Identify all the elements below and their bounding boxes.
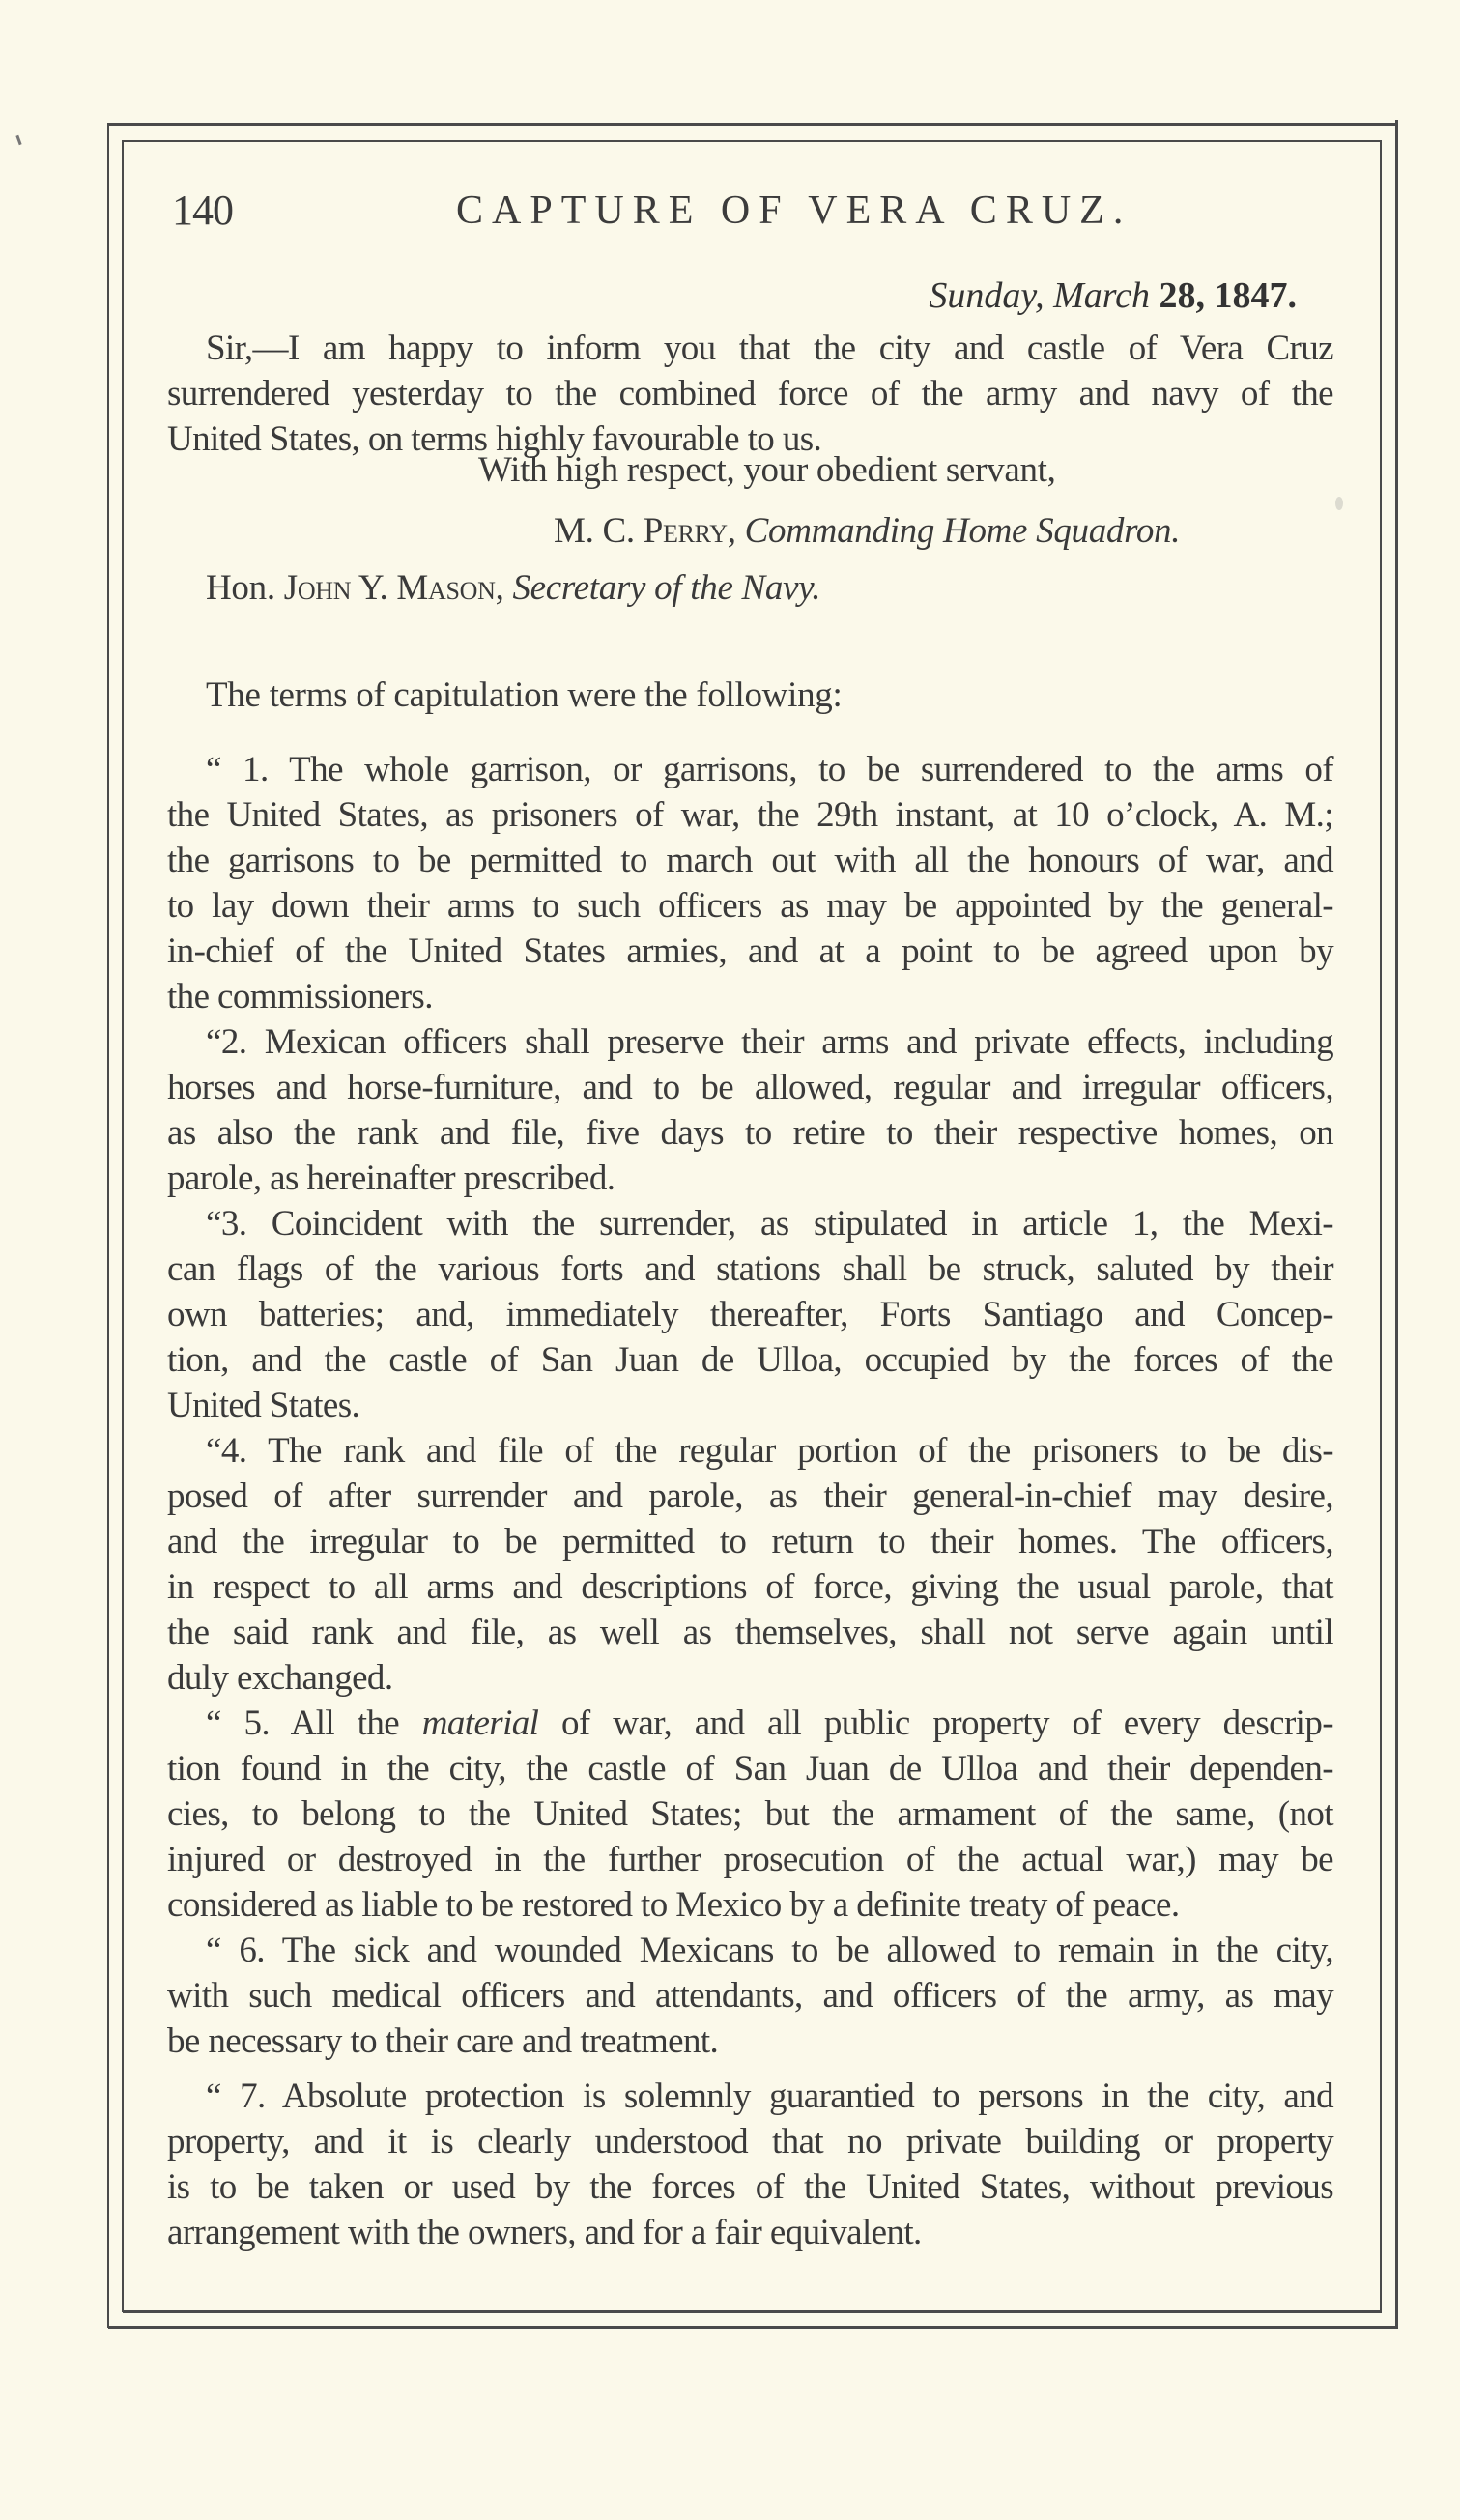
article-2-line: “2. Mexican officers shall preserve their arms and private effects, including	[206, 1022, 1333, 1062]
letter-line: Sir,—I am happy to inform you that the city and castle of Vera Cruz	[206, 329, 1333, 368]
capitulation-intro: The terms of capitulation were the following:	[206, 675, 843, 715]
article-3-line: United States.	[167, 1386, 360, 1425]
page-number: 140	[172, 186, 233, 234]
article-5-rest: of war, and all public property of every descrip-	[538, 1704, 1333, 1743]
outer-frame-left-rule	[107, 123, 109, 2328]
article-7-line: “ 7. Absolute protection is solemnly guarantied to persons in the city, and	[206, 2076, 1333, 2116]
article-5-line	[206, 1701, 1333, 1746]
letter-line: United States, on terms highly favourable to us.	[167, 419, 822, 459]
article-4-line: in respect to all arms and descriptions of force, giving the usual parole, that	[167, 1567, 1333, 1607]
article-4-line: the said rank and file, as well as themselves, shall not serve again until	[167, 1613, 1333, 1652]
article-7-line: is to be taken or used by the forces of the United States, without previous	[167, 2167, 1333, 2207]
article-5-lead: “ 5. All the	[206, 1704, 422, 1743]
dateline	[929, 273, 1297, 319]
inner-frame-left-rule	[122, 140, 124, 2312]
article-3-line: “3. Coincident with the surrender, as stipulated in article 1, the Mexi-	[206, 1204, 1333, 1244]
article-5-italic-term: material	[421, 1704, 539, 1743]
outer-frame-top-rule	[108, 123, 1397, 126]
letter-signature	[554, 508, 1180, 554]
addressee-prefix: Hon.	[206, 568, 275, 608]
scan-speck	[15, 135, 21, 145]
letter-addressee	[206, 565, 820, 611]
article-5-line: cies, to belong to the United States; but the armament of the same, (not	[167, 1794, 1333, 1834]
article-5-line: considered as liable to be restored to Mexico by a definite treaty of peace.	[167, 1885, 1180, 1925]
article-7-line: property, and it is clearly understood that no private building or property	[167, 2122, 1333, 2162]
signature-surname: Perry,	[643, 511, 736, 551]
article-6-line: “ 6. The sick and wounded Mexicans to be allowed to remain in the city,	[206, 1931, 1333, 1970]
article-3-line: can flags of the various forts and stations shall be struck, saluted by their	[167, 1249, 1333, 1289]
article-4-line: posed of after surrender and parole, as their general-in-chief may desire,	[167, 1476, 1333, 1516]
dateline-day: Sunday,	[929, 275, 1045, 316]
article-1-line: to lay down their arms to such officers as may be appointed by the general-	[167, 886, 1333, 926]
article-7-line: arrangement with the owners, and for a fair equivalent.	[167, 2213, 922, 2252]
article-4-line: duly exchanged.	[167, 1658, 393, 1698]
inner-frame-bottom-rule	[123, 2310, 1382, 2313]
addressee-name: John Y. Mason,	[283, 568, 504, 608]
article-5-line: injured or destroyed in the further prosecution of the actual war,) may be	[167, 1840, 1333, 1879]
article-2-line: parole, as hereinafter prescribed.	[167, 1159, 615, 1198]
article-1-line: the garrisons to be permitted to march out with all the honours of war, and	[167, 841, 1333, 880]
letter-line: surrendered yesterday to the combined force of the army and navy of the	[167, 374, 1333, 414]
addressee-title: Secretary of the Navy.	[512, 568, 821, 608]
dateline-month: March	[1053, 275, 1150, 316]
article-5-line: tion found in the city, the castle of San Juan de Ulloa and their dependen-	[167, 1749, 1333, 1789]
article-1-line: “ 1. The whole garrison, or garrisons, to be surrendered to the arms of	[206, 750, 1333, 789]
paper-stain	[1335, 497, 1343, 510]
article-2-line: horses and horse-furniture, and to be allowed, regular and irregular officers,	[167, 1068, 1333, 1107]
signature-initials: M. C.	[554, 511, 635, 551]
article-2-line: as also the rank and file, five days to retire to their respective homes, on	[167, 1113, 1333, 1153]
outer-frame-bottom-rule	[108, 2326, 1397, 2329]
article-1-line: the commissioners.	[167, 977, 433, 1017]
article-3-line: tion, and the castle of San Juan de Ulloa, occupied by the forces of the	[167, 1340, 1333, 1380]
article-1-line: the United States, as prisoners of war, the 29th instant, at 10 o’clock, A. M.;	[167, 795, 1333, 835]
article-6-line: with such medical officers and attendants, and officers of the army, as may	[167, 1976, 1333, 2016]
article-3-line: own batteries; and, immediately thereafter, Forts Santiago and Concep-	[167, 1295, 1333, 1334]
article-1-line: in-chief of the United States armies, and at a point to be agreed upon by	[167, 931, 1333, 971]
letter-closing: With high respect, your obedient servant,	[478, 450, 1056, 490]
article-6-line: be necessary to their care and treatment.	[167, 2021, 719, 2061]
article-4-line: “4. The rank and file of the regular portion of the prisoners to be dis-	[206, 1431, 1333, 1471]
dateline-date: 28, 1847.	[1159, 275, 1297, 316]
article-4-line: and the irregular to be permitted to return to their homes. The officers,	[167, 1522, 1333, 1561]
inner-frame-right-rule	[1380, 140, 1382, 2312]
outer-frame-right-rule	[1395, 120, 1398, 2329]
running-title: CAPTURE OF VERA CRUZ.	[456, 188, 1132, 233]
signature-title: Commanding Home Squadron.	[744, 511, 1181, 551]
inner-frame-top-rule	[123, 140, 1382, 142]
